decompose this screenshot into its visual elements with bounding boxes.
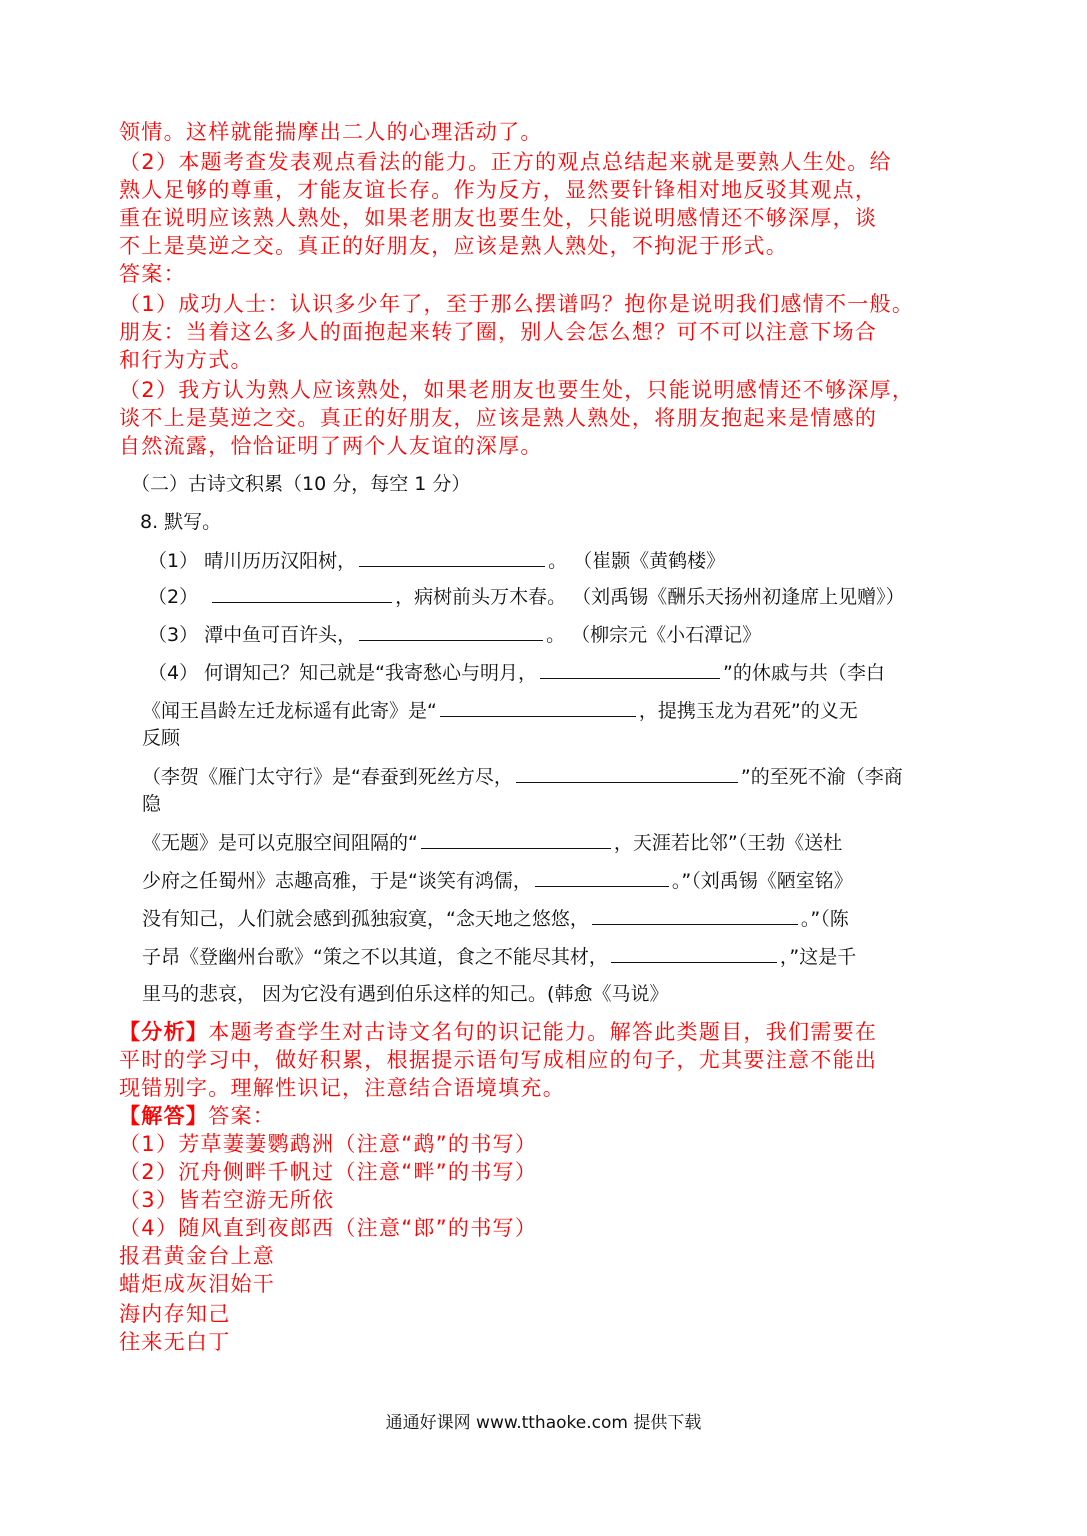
question-paragraph: [142, 904, 849, 933]
question-number: 8. 默写。: [140, 511, 222, 533]
analysis-line: 领情。这样就能揣摩出二人的心理活动了。: [119, 120, 543, 144]
answer-line: （3）皆若空游无所依: [119, 1188, 335, 1212]
question-paragraph: 里马的悲哀， 因为它没有遇到伯乐这样的知己。(韩愈《马说》: [142, 983, 669, 1005]
answer-blank[interactable]: [212, 582, 392, 603]
question-item-4: [148, 658, 885, 687]
question-paragraph: [142, 696, 858, 725]
analysis-line: 熟人足够的尊重，才能友谊长存。作为反方，显然要针锋相对地反驳其观点，: [119, 178, 878, 202]
analysis-line: 现错别字。理解性识记，注意结合语境填充。: [119, 1076, 565, 1100]
question-text: 子昂《登幽州台歌》“策之不以其道，食之不能尽其材，: [142, 946, 608, 968]
answer-blank[interactable]: [421, 828, 611, 849]
answer-line: 报君黄金台上意: [119, 1244, 276, 1268]
answer-line: 蜡炬成灰泪始干: [119, 1272, 276, 1296]
answer-blank[interactable]: [359, 620, 543, 641]
answer-line: 海内存知己: [119, 1302, 231, 1326]
question-text: 《无题》是可以克服空间阻隔的“: [142, 832, 418, 854]
answer-blank[interactable]: [440, 696, 636, 717]
answer-label: 答案：: [208, 1104, 276, 1128]
question-text: （李贺《雁门太守行》是“春蚕到死丝方尽，: [142, 766, 513, 788]
analysis-line: 不上是莫逆之交。真正的好朋友，应该是熟人熟处，不拘泥于形式。: [119, 234, 788, 258]
question-text: 《闻王昌龄左迁龙标遥有此寄》是“: [142, 700, 437, 722]
page-footer: 通通好课网 www.tthaoke.com 提供下载: [385, 1413, 702, 1433]
question-paragraph: [142, 866, 853, 895]
question-text: 。”（陈: [800, 908, 849, 930]
question-item-3: [148, 620, 761, 649]
answer-line: 谈不上是莫逆之交。真正的好朋友，应该是熟人熟处，将朋友抱起来是情感的: [119, 406, 878, 430]
analysis-line: 重在说明应该熟人熟处，如果老朋友也要生处，只能说明感情还不够深厚，谈: [119, 206, 878, 230]
question-paragraph: 隐: [142, 793, 162, 815]
analysis-line: 平时的学习中，做好积累，根据提示语句写成相应的句子，尤其要注意不能出: [119, 1048, 878, 1072]
analysis-tag: 【分析】: [119, 1020, 209, 1044]
answer-blank[interactable]: [611, 942, 777, 963]
question-text: 没有知己，人们就会感到孤独寂寞，“念天地之悠悠，: [142, 908, 589, 930]
analysis-text: 本题考查学生对古诗文名句的识记能力。解答此类题目，我们需要在: [208, 1020, 878, 1044]
question-source: 。 （柳宗元《小石潭记》: [546, 624, 762, 646]
question-text: （1） 晴川历历汉阳树，: [148, 550, 357, 572]
question-paragraph: [142, 942, 856, 971]
answer-line: 往来无白丁: [119, 1330, 231, 1354]
analysis-line: [119, 1018, 877, 1046]
question-source: ，病树前头万木春。 （刘禹锡《酬乐天扬州初逢席上见赠》）: [395, 586, 905, 608]
question-source: ”的休戚与共（李白: [722, 662, 885, 684]
answer-tag: 【解答】: [119, 1104, 209, 1128]
question-item-1: [148, 546, 725, 575]
question-paragraph: [142, 762, 903, 791]
question-paragraph: 反顾: [142, 727, 181, 749]
question-text: ”的至死不渝（李商: [740, 766, 903, 788]
answer-line: 朋友：当着这么多人的面抱起来转了圈，别人会怎么想？可不可以注意下场合: [119, 320, 878, 344]
question-text: ，天涯若比邻”（王勃《送杜: [613, 832, 843, 854]
answer-line: （1）芳草萋萋鹦鹉洲（注意“鹉”的书写）: [119, 1132, 538, 1156]
answer-blank[interactable]: [516, 762, 738, 783]
answer-blank[interactable]: [359, 546, 545, 567]
section-title: （二）古诗文积累（10 分，每空 1 分）: [131, 473, 471, 495]
answer-line: 和行为方式。: [119, 348, 253, 372]
answer-blank[interactable]: [540, 658, 720, 679]
answer-label: 答案：: [119, 262, 186, 286]
answer-blank[interactable]: [535, 866, 669, 887]
question-paragraph: [142, 828, 842, 857]
question-text: ，”这是千: [779, 946, 857, 968]
question-text: 少府之任蜀州》志趣高雅，于是“谈笑有鸿儒，: [142, 870, 532, 892]
answer-line: （1）成功人士：认识多少年了，至于那么摆谱吗？抱你是说明我们感情不一般。: [119, 292, 915, 316]
question-text: （4） 何谓知己？知己就是“我寄愁心与明月，: [148, 662, 537, 684]
question-text: 。”（刘禹锡《陋室铭》: [671, 870, 853, 892]
answer-line: （2）我方认为熟人应该熟处，如果老朋友也要生处，只能说明感情还不够深厚，: [119, 378, 915, 402]
answer-blank[interactable]: [592, 904, 798, 925]
analysis-line: （2）本题考查发表观点看法的能力。正方的观点总结起来就是要熟人生处。给: [119, 150, 892, 174]
question-text: （2）: [148, 586, 199, 608]
answer-header: [119, 1102, 275, 1130]
question-text: （3） 潭中鱼可百许头，: [148, 624, 357, 646]
question-text: ，提携玉龙为君死”的义无: [638, 700, 858, 722]
answer-line: 自然流露，恰恰证明了两个人友谊的深厚。: [119, 434, 543, 458]
question-source: 。 （崔颢《黄鹤楼》: [548, 550, 726, 572]
answer-line: （4）随风直到夜郎西（注意“郎”的书写）: [119, 1216, 538, 1240]
answer-line: （2）沉舟侧畔千帆过（注意“畔”的书写）: [119, 1160, 538, 1184]
question-item-2: [148, 582, 905, 611]
